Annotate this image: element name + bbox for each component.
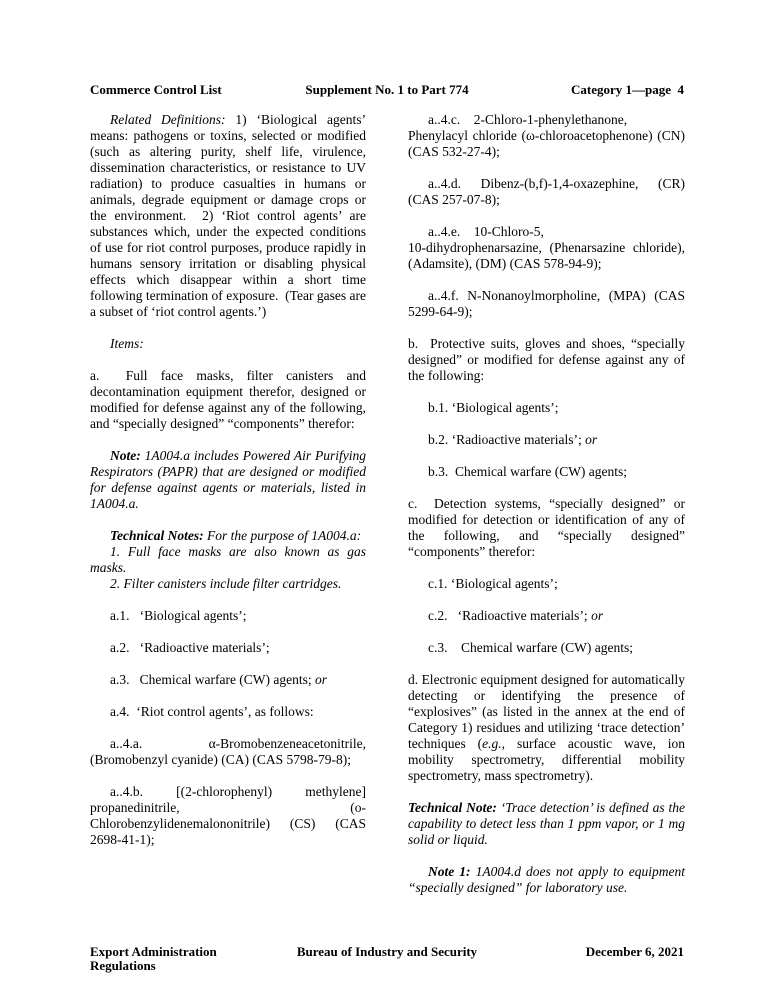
note-text: 1A004.a includes Powered Air Purifying Respirators (PAPR) that are designed or modified for defense against agents or materials, listed in 1A004.a. (90, 448, 366, 511)
item-c2-or: or (591, 608, 604, 623)
technical-note-1: 1. Full face masks are also known as gas masks. (90, 544, 366, 575)
item-a4a: a..4.a. α-Bromobenzeneacetonitrile, (Bromobenzyl cyanide) (CA) (CAS 5798-79-8); (90, 736, 366, 767)
note-paragraph (90, 448, 366, 512)
footer-regulations: Export Administration Regulations (90, 944, 217, 973)
technical-note-2: 2. Filter canisters include filter cartridges. (110, 576, 342, 591)
item-a3-text: a.3. Chemical warfare (CW) agents; (110, 672, 316, 687)
header-page-number: Category 1—page 4 (570, 82, 684, 97)
related-definitions-label: Related Definitions: (110, 112, 226, 127)
item-a4b: a..4.b. [(2-chlorophenyl) methylene] propanedinitrile, (o-Chlorobenzylidenemalononitrile) (CS) (CAS 2698-41-1); (90, 784, 366, 847)
related-definitions-text: 1) ‘Biological agents’ means: pathogens or toxins, selected or modified (such as altering purity, shelf life, virulence, dissemination characteristics, or resistance to UV radiation) to produce casualties in humans or animals, degrade equipment or damage crops or the environment. 2) ‘Riot control agents’ are substances which, under the expected conditions of use for riot control purposes, produce rapidly in humans sensory irritation or disabling physical effects which disappear within a short time following termination of exposure. (Tear gases are a subset of ‘riot control agents.’) (90, 112, 367, 319)
related-definitions-paragraph (90, 112, 366, 320)
item-c3: c.3. Chemical warfare (CW) agents; (428, 640, 634, 655)
item-b2-or: or (585, 432, 598, 447)
item-a4e-line2: 10-dihydrophenarsazine, (Phenarsazine chloride), (Adamsite), (DM) (CAS 578-94-9); (408, 240, 685, 271)
footer-date: December 6, 2021 (585, 944, 684, 959)
item-a4c-line1: a..4.c. 2-Chloro-1-phenylethanone, (428, 112, 628, 127)
item-c2-text: c.2. ‘Radioactive materials’; (428, 608, 592, 623)
item-a-paragraph: a. Full face masks, filter canisters and decontamination equipment therefor, designed or modified for defense against any of the following, and “specially designed” “components” therefor: (90, 368, 366, 431)
technical-note-label: Technical Note: (408, 800, 497, 815)
item-a3-or: or (315, 672, 328, 687)
item-a4: a.4. ‘Riot control agents’, as follows: (110, 704, 314, 719)
technical-notes-label: Technical Notes: (110, 528, 204, 543)
left-column (90, 112, 366, 864)
technical-note-text: ‘Trace detection’ is defined as the capability to detect less than 1 ppm vapor, or 1 mg solid or liquid. (408, 800, 685, 847)
item-a2: a.2. ‘Radioactive materials’; (110, 640, 270, 655)
item-b-paragraph: b. Protective suits, gloves and shoes, “specially designed” or modified for defense against any of the following: (408, 336, 685, 383)
note-1-paragraph (408, 864, 685, 896)
item-d-text-pre: d. Electronic equipment designed for automatically detecting or identifying the presence of “explosives” (as listed in the annex at the end of Category 1) residues and utilizing ‘trace detection’ techniques ( (408, 672, 685, 751)
header-supplement: Supplement No. 1 to Part 774 (305, 82, 469, 97)
item-b2 (408, 432, 685, 448)
item-c1: c.1. ‘Biological agents’; (428, 576, 558, 591)
item-b3: b.3. Chemical warfare (CW) agents; (428, 464, 628, 479)
note-1-text: 1A004.d does not apply to equipment “specially designed” for laboratory use. (408, 864, 685, 895)
note-1-label: Note 1: (428, 864, 471, 879)
item-b2-text: b.2. ‘Radioactive materials’; (428, 432, 586, 447)
item-d-text-post: surface acoustic wave, ion mobility spectrometry, differential mobility spectrometry, mass spectrometry). (408, 736, 686, 783)
technical-notes-text: For the purpose of 1A004.a: (203, 528, 362, 543)
item-c2 (408, 608, 685, 624)
item-b1: b.1. ‘Biological agents’; (428, 400, 559, 415)
item-a4e (408, 224, 685, 272)
item-a4d: a..4.d. Dibenz-(b,f)-1,4-oxazephine, (CR) (CAS 257-07-8); (408, 176, 685, 207)
page-header (90, 83, 684, 97)
item-a4f: a..4.f. N-Nonanoylmorpholine, (MPA) (CAS 5299-64-9); (408, 288, 685, 319)
item-a1: a.1. ‘Biological agents’; (110, 608, 247, 623)
technical-notes-paragraph (90, 528, 366, 544)
right-column (408, 112, 685, 912)
item-d-paragraph (408, 672, 685, 784)
page-footer (90, 945, 684, 973)
item-d-eg: e.g., (482, 736, 506, 751)
item-a4c (408, 112, 685, 160)
technical-note-paragraph (408, 800, 685, 848)
item-a3 (90, 672, 366, 688)
items-heading: Items: (110, 336, 144, 351)
item-c-paragraph: c. Detection systems, “specially designed” or modified for detection or identification of any of the following, and “specially designed” “components” therefor: (408, 496, 685, 559)
header-title: Commerce Control List (90, 82, 222, 97)
item-a4e-line1: a..4.e. 10-Chloro-5, (428, 224, 544, 239)
footer-bureau: Bureau of Industry and Security (296, 944, 478, 959)
item-a4c-line2: Phenylacyl chloride (ω-chloroacetophenone) (CN) (CAS 532-27-4); (408, 128, 685, 159)
note-label: Note: (110, 448, 141, 463)
